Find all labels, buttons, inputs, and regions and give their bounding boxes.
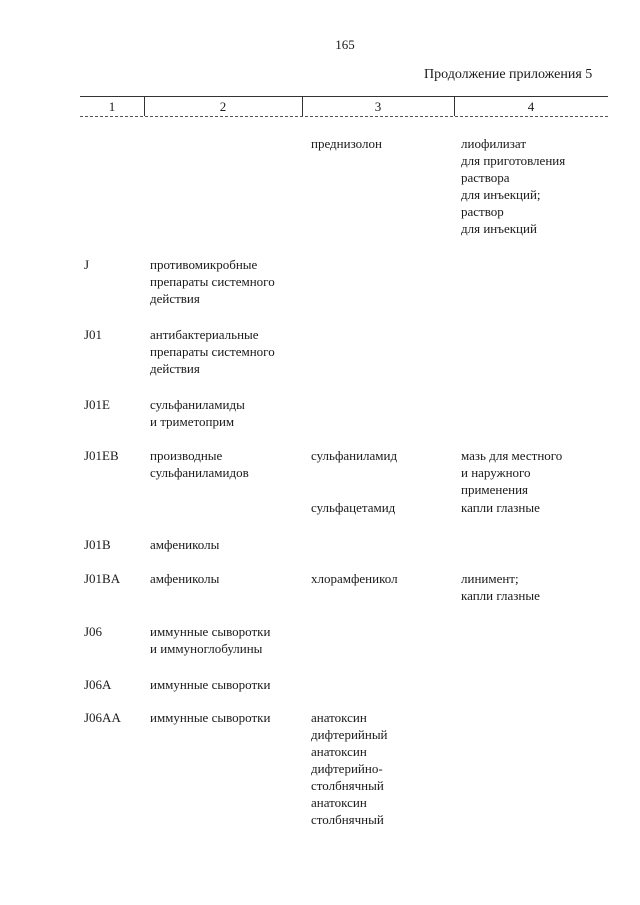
cell-group-line: сульфаниламидов: [150, 465, 249, 480]
cell-form-line: для приготовления: [461, 153, 566, 168]
cell-group-line: производные: [150, 448, 223, 463]
cell-group-line: сульфаниламиды: [150, 397, 245, 412]
cell-group: [150, 676, 270, 693]
cell-form: [461, 447, 562, 498]
cell-code-line: J01BA: [84, 571, 121, 586]
cell-form-line: капли глазные: [461, 588, 540, 603]
cell-form-line: раствор: [461, 204, 504, 219]
cell-drug: [311, 570, 398, 587]
cell-drug-line: столбнячный: [311, 778, 384, 793]
cell-drug-line: анатоксин: [311, 710, 367, 725]
cell-form: [461, 570, 540, 604]
cell-group: [150, 256, 275, 307]
cell-code-line: J01EB: [84, 448, 119, 463]
cell-code-line: J06: [84, 624, 103, 639]
cell-code-line: J06A: [84, 677, 112, 692]
cell-drug-line: анатоксин: [311, 795, 367, 810]
cell-code-line: J06AA: [84, 710, 121, 725]
cell-drug-line: сульфацетамид: [311, 500, 396, 515]
cell-group-line: действия: [150, 291, 200, 306]
cell-group: [150, 396, 245, 430]
cell-group: [150, 447, 249, 481]
cell-group-line: амфениколы: [150, 571, 220, 586]
cell-code: [84, 326, 102, 343]
cell-form-line: применения: [461, 482, 529, 497]
cell-group-line: и триметоприм: [150, 414, 235, 429]
cell-form-line: для инъекций: [461, 221, 537, 236]
cell-group: [150, 623, 270, 657]
cell-group-line: действия: [150, 361, 200, 376]
cell-code-line: J01B: [84, 537, 111, 552]
cell-form-line: мазь для местного: [461, 448, 563, 463]
cell-code: [84, 676, 111, 693]
cell-group: [150, 536, 219, 553]
cell-code: [84, 570, 120, 587]
cell-code-line: J: [84, 257, 90, 272]
cell-form-line: капли глазные: [461, 500, 540, 515]
cell-group-line: антибактериальные: [150, 327, 259, 342]
cell-form: [461, 499, 540, 516]
cell-form-line: линимент;: [461, 571, 519, 586]
cell-code-line: J01E: [84, 397, 110, 412]
cell-form-line: лиофилизат: [461, 136, 527, 151]
cell-group-line: и иммуноглобулины: [150, 641, 263, 656]
cell-group: [150, 570, 219, 587]
cell-drug-line: дифтерийно-: [311, 761, 383, 776]
cell-group-line: иммунные сыворотки: [150, 710, 271, 725]
header-col-1: 1: [108, 99, 116, 114]
page-number: 165: [335, 37, 355, 52]
cell-form-line: и наружного: [461, 465, 531, 480]
cell-drug-line: сульфаниламид: [311, 448, 398, 463]
header-top-rule: [80, 96, 608, 97]
header-col-2: 2: [219, 99, 227, 114]
cell-group: [150, 709, 270, 726]
cell-group-line: иммунные сыворотки: [150, 677, 271, 692]
cell-drug-line: дифтерийный: [311, 727, 388, 742]
cell-group-line: противомикробные: [150, 257, 258, 272]
cell-drug: [311, 447, 397, 464]
header-col-3: 3: [374, 99, 382, 114]
cell-code: [84, 709, 121, 726]
cell-group-line: препараты системного: [150, 274, 275, 289]
cell-group-line: препараты системного: [150, 344, 275, 359]
header-bottom-rule: [80, 116, 608, 117]
cell-code: [84, 447, 119, 464]
cell-code: [84, 623, 102, 640]
cell-drug-line: хлорамфеникол: [311, 571, 398, 586]
cell-form-line: раствора: [461, 170, 510, 185]
cell-group-line: иммунные сыворотки: [150, 624, 271, 639]
cell-drug: [311, 709, 388, 828]
cell-group-line: амфениколы: [150, 537, 220, 552]
table-header: [80, 96, 608, 116]
cell-code: [84, 256, 89, 273]
cell-code: [84, 396, 110, 413]
cell-form: [461, 135, 565, 237]
header-col-4: 4: [527, 99, 535, 114]
cell-drug-line: преднизолон: [311, 136, 382, 151]
cell-group: [150, 326, 275, 377]
cell-drug: [311, 499, 395, 516]
continuation-title: Продолжение приложения 5: [424, 67, 593, 82]
cell-form-line: для инъекций;: [461, 187, 541, 202]
cell-code: [84, 536, 111, 553]
cell-drug: [311, 135, 382, 152]
cell-drug-line: столбнячный: [311, 812, 384, 827]
cell-code-line: J01: [84, 327, 103, 342]
cell-drug-line: анатоксин: [311, 744, 367, 759]
